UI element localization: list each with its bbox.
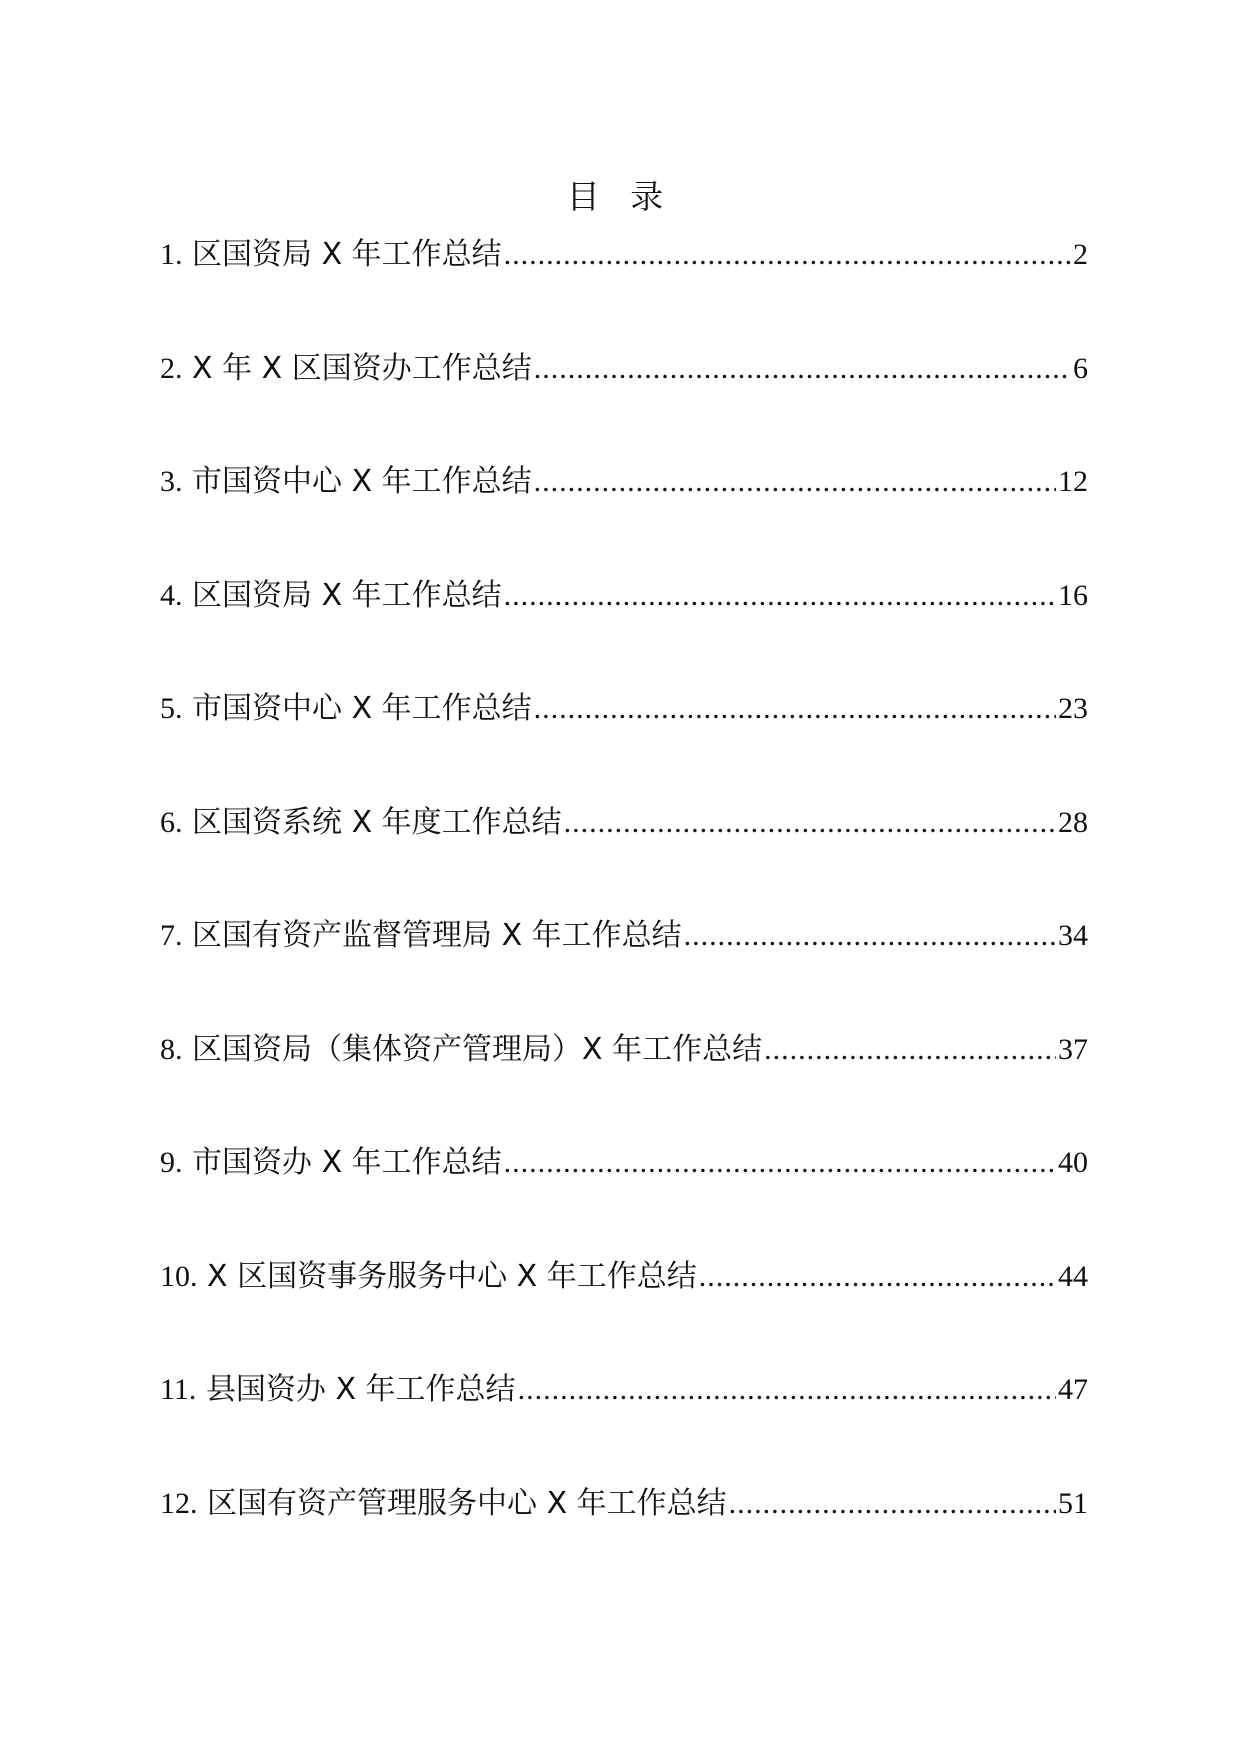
toc-entry-number: 4. [160,578,183,612]
toc-entry-title: 区国有资产监督管理局 X 年工作总结 [192,918,682,953]
toc-dot-leader [684,916,1056,956]
toc-entry[interactable] [160,1030,1088,1144]
toc-entry-number: 11. [160,1373,197,1406]
toc-dot-leader [564,803,1056,843]
toc-entry[interactable] [160,576,1088,690]
toc-entry-title: 区国有资产管理服务中心 X 年工作总结 [207,1485,727,1521]
toc-entry-page: 40 [1058,1146,1088,1179]
toc-entry-page: 37 [1058,1032,1088,1066]
toc-entry[interactable] [160,1257,1088,1371]
toc-entry-title: 区国资局（集体资产管理局）X 年工作总结 [192,1031,763,1067]
toc-dot-leader [764,1030,1056,1070]
toc-entry-title: 市国资办 X 年工作总结 [192,1145,502,1180]
toc-dot-leader [518,1370,1056,1410]
toc-entry[interactable] [160,349,1088,463]
toc-entry-page: 34 [1058,919,1088,952]
toc-entry-page: 16 [1058,578,1088,612]
toc-entry-page: 47 [1058,1373,1088,1406]
toc-entry-title: 区国资局 X 年工作总结 [192,237,502,272]
toc-entry-title: 市国资中心 X 年工作总结 [192,464,532,499]
toc-entry-page: 28 [1058,805,1088,839]
table-of-contents [160,235,1088,1597]
toc-entry[interactable] [160,1484,1088,1598]
toc-entry-number: 1. [160,238,183,271]
toc-dot-leader [699,1257,1056,1297]
toc-entry[interactable] [160,235,1088,349]
toc-entry-title: 市国资中心 X 年工作总结 [192,691,532,726]
toc-entry-title: 县国资办 X 年工作总结 [205,1372,516,1407]
toc-entry[interactable] [160,689,1088,803]
toc-entry-number: 9. [160,1146,183,1179]
toc-entry-number: 12. [160,1486,198,1520]
toc-entry[interactable] [160,462,1088,576]
toc-dot-leader [504,235,1071,275]
toc-entry-title: X 区国资事务服务中心 X 年工作总结 [207,1258,697,1294]
toc-entry-title: 区国资局 X 年工作总结 [192,577,502,613]
toc-dot-leader [504,1143,1056,1183]
toc-entry-number: 10. [160,1259,198,1293]
toc-entry-number: 2. [160,351,183,385]
toc-entry[interactable] [160,1143,1088,1257]
toc-entry[interactable] [160,916,1088,1030]
toc-entry-number: 3. [160,465,183,498]
toc-dot-leader [534,349,1071,389]
toc-entry[interactable] [160,1370,1088,1484]
toc-entry-page: 51 [1058,1486,1088,1520]
toc-entry-page: 23 [1058,692,1088,725]
toc-entry-number: 5. [160,692,183,725]
toc-dot-leader [504,576,1056,616]
toc-entry-page: 44 [1058,1259,1088,1293]
toc-entry-number: 7. [160,919,183,952]
toc-entry-page: 2 [1073,238,1088,271]
toc-entry-number: 8. [160,1032,183,1066]
toc-entry-title: 区国资系统 X 年度工作总结 [192,804,562,840]
toc-entry-page: 12 [1058,465,1088,498]
toc-dot-leader [729,1484,1056,1524]
toc-entry-page: 6 [1073,351,1088,385]
toc-entry-title: X 年 X 区国资办工作总结 [192,350,532,386]
toc-dot-leader [534,462,1056,502]
toc-entry[interactable] [160,803,1088,917]
page-title: 目 录 [566,177,674,216]
toc-dot-leader [534,689,1056,729]
toc-entry-number: 6. [160,805,183,839]
